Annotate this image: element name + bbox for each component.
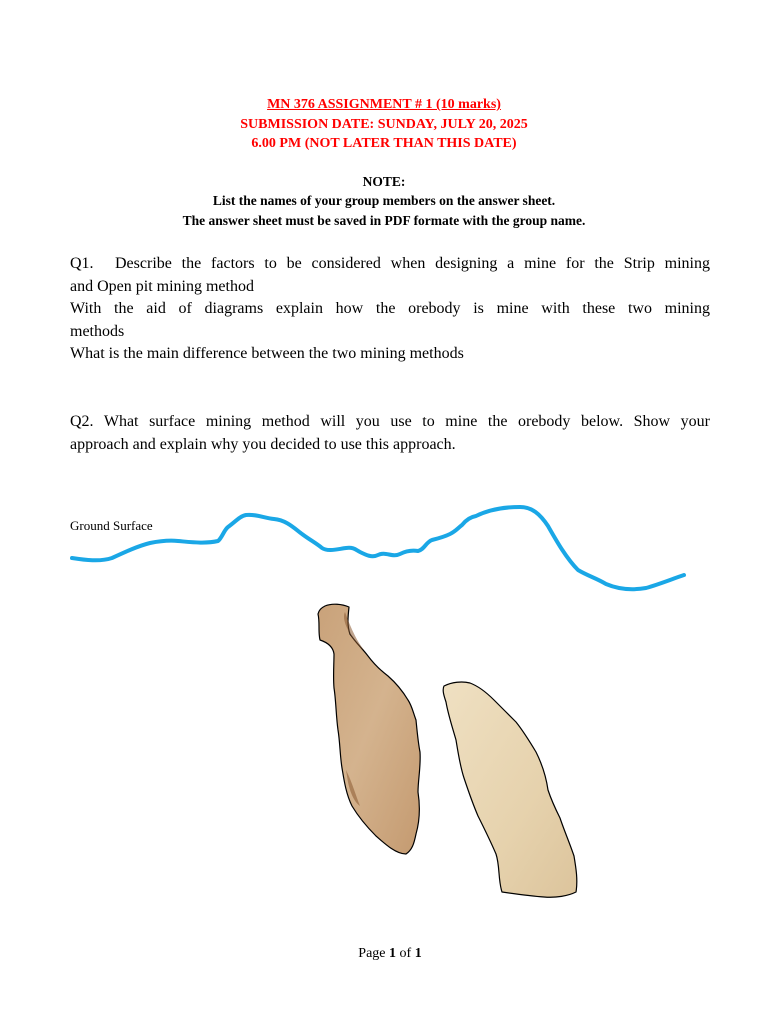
- q1-line-5: What is the main difference between the two mining methods: [70, 345, 464, 362]
- page-footer: [0, 946, 768, 962]
- note-heading: NOTE:: [362, 174, 406, 189]
- q1-line-3: With the aid of diagrams explain how the orebody is mine with these two mining: [70, 300, 710, 317]
- submission-date: SUBMISSION DATE: SUNDAY, JULY 20, 2025: [240, 117, 528, 132]
- ground-surface-line: [72, 507, 684, 589]
- footer-page-total: 1: [414, 946, 422, 961]
- orebody-left: [318, 604, 420, 854]
- q1-line-2: and Open pit mining method: [70, 277, 254, 295]
- footer-page-word: Page: [358, 946, 386, 961]
- note-line-1: List the names of your group members on the answer sheet.: [212, 193, 556, 208]
- q2-line-1: Q2. What surface mining method will you use to mine the orebody below. Show your: [70, 413, 710, 430]
- assignment-title: MN 376 ASSIGNMENT # 1 (10 marks): [267, 97, 501, 112]
- footer-page-number: 1: [389, 946, 397, 961]
- q2-line-2: approach and explain why you decided to use this approach.: [70, 435, 456, 453]
- q1-line-4: methods: [70, 322, 125, 340]
- ground-surface-label: Ground Surface: [70, 518, 153, 533]
- submission-deadline: 6.00 PM (NOT LATER THAN THIS DATE): [251, 136, 517, 151]
- q1-line-1-text: Describe the factors to be considered when designing a mine for the Strip mining: [115, 255, 710, 272]
- note-line-2: The answer sheet must be saved in PDF formate with the group name.: [182, 213, 586, 228]
- orebody-right: [443, 682, 577, 897]
- footer-of-word: of: [399, 946, 412, 961]
- q1-label: Q1.: [70, 255, 94, 272]
